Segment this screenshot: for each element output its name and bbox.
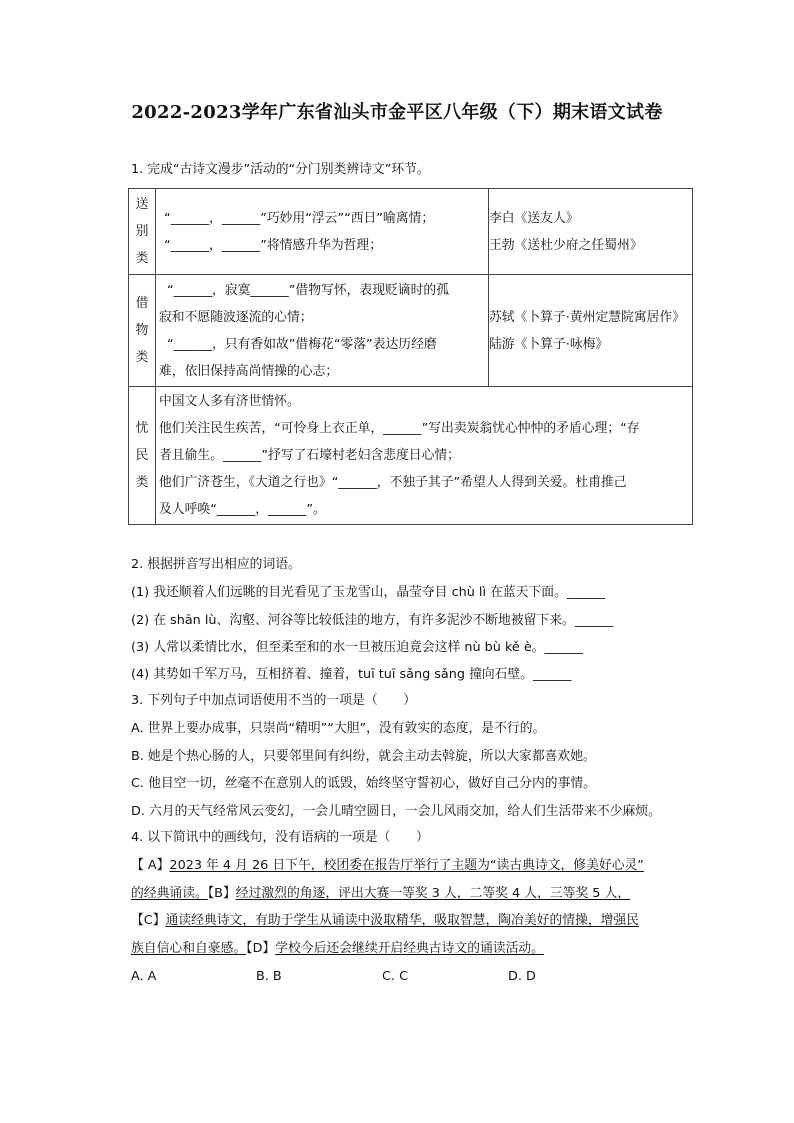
table-row — [129, 189, 693, 275]
category-cell: 借 物 类 — [129, 275, 156, 387]
q2-stem: 2. 根据拼音写出相应的词语。 — [131, 557, 301, 572]
q3-option-a: A. 世界上要办成事，只崇尚“精明”“大胆”，没有敦实的态度，是不行的。 — [131, 721, 546, 736]
q4-option-a: A. A — [131, 969, 157, 984]
underlined-sentence-a-cont: 的经典诵读。 — [131, 886, 208, 901]
underlined-sentence-b: 经过激烈的角逐，评出大赛一等奖 3 人，二等奖 4 人，三等奖 5 人， — [235, 886, 631, 901]
q4-passage-line: 的经典诵读。【B】经过激烈的角逐，评出大赛一等奖 3 人，二等奖 4 人，三等奖 5 人， — [131, 886, 631, 901]
underlined-sentence-c: 通读经典诗文，有助于学生从诵读中汲取精华，吸取智慧，陶冶美好的情操，增强民 — [165, 913, 640, 928]
source-cell: 李白《送友人》 王勃《送杜少府之任蜀州》 — [489, 189, 693, 275]
verse-cell: “______，寂寞______”借物写怀，表现贬谪时的孤 寂和不愿随波逐流的心情； “______，只有香如故”借梅花“零落”表达历经磨 难，依旧保持高尚情操的心志； — [156, 275, 489, 387]
q1-table — [128, 188, 693, 525]
q4-passage-line: 族自信心和自豪感。【D】学校今后还会继续开启经典古诗文的诵读活动。 — [131, 941, 544, 956]
q3-option-c: C. 他目空一切，丝毫不在意别人的诋毁，始终坚守誓初心，做好自己分内的事情。 — [131, 776, 596, 791]
q1-stem: 1. 完成“古诗文漫步”活动的“分门别类辨诗文”环节。 — [131, 162, 430, 177]
q3-stem: 3. 下列句子中加点词语使用不当的一项是（ ） — [131, 693, 417, 708]
q2-item: (3) 人常以柔情比水，但至柔至和的水一旦被压迫竟会这样 nù bù kě è。______ — [131, 640, 583, 655]
content-cell: 中国文人多有济世情怀。 他们关注民生疾苦，“可怜身上衣正单，______”写出卖炭翁忧心忡忡的矛盾心理；“存 者且偷生。______”抒写了石壕村老妇含悲度日心情； 他们广济苍生，《大道之行也》“______，不独子其子”希望人人得到关爱。杜甫推己 及人呼唤“______，______”。 — [156, 387, 693, 525]
category-cell: 送 别 类 — [129, 189, 156, 275]
table-row — [129, 275, 693, 387]
q4-option-c: C. C — [382, 969, 409, 984]
source-cell: 苏轼《卜算子·黄州定慧院寓居作》 陆游《卜算子·咏梅》 — [489, 275, 693, 387]
q4-stem: 4. 以下简讯中的画线句，没有语病的一项是（ ） — [131, 830, 429, 845]
page-title: 2022-2023学年广东省汕头市金平区八年级（下）期末语文试卷 — [131, 102, 663, 123]
table-row — [129, 387, 693, 525]
underlined-sentence-c-cont: 族自信心和自豪感。 — [131, 941, 247, 956]
q2-item: (2) 在 shān lù、沟壑、河谷等比较低洼的地方，有许多泥沙不断地被留下来。______ — [131, 613, 614, 628]
underlined-sentence-d: 学校今后还会继续开启经典古诗文的诵读活动。 — [275, 941, 544, 956]
q4-option-b: B. B — [256, 969, 282, 984]
q2-item: (4) 其势如千军万马，互相挤着、撞着，tuī tuī sǎng sǎng 撞向石壁。______ — [131, 667, 572, 682]
q4-passage-line: 【C】通读经典诗文，有助于学生从诵读中汲取精华，吸取智慧，陶冶美好的情操，增强民 — [131, 913, 640, 928]
q4-option-d: D. D — [508, 969, 536, 984]
verse-cell: “______，______”巧妙用“浮云”“西日”喻离情； “______，______”将情感升华为哲理； — [156, 189, 489, 275]
q3-option-d: D. 六月的天气经常风云变幻，一会儿晴空圆日，一会儿风雨交加，给人们生活带来不少麻烦。 — [131, 804, 661, 819]
q4-passage-line: 【 A】2023 年 4 月 26 日下午，校团委在报告厅举行了主题为“读古典诗文，修美好心灵” — [131, 858, 644, 873]
q2-item: (1) 我还顺着人们远眺的目光看见了玉龙雪山，晶莹夺目 chù lì 在蓝天下面。______ — [131, 585, 606, 600]
category-cell: 忧 民 类 — [129, 387, 156, 525]
q3-option-b: B. 她是个热心肠的人，只要邻里间有纠纷，就会主动去斡旋，所以大家都喜欢她。 — [131, 749, 596, 764]
underlined-sentence-a: 2023 年 4 月 26 日下午，校团委在报告厅举行了主题为“读古典诗文，修美好心灵” — [169, 858, 644, 873]
